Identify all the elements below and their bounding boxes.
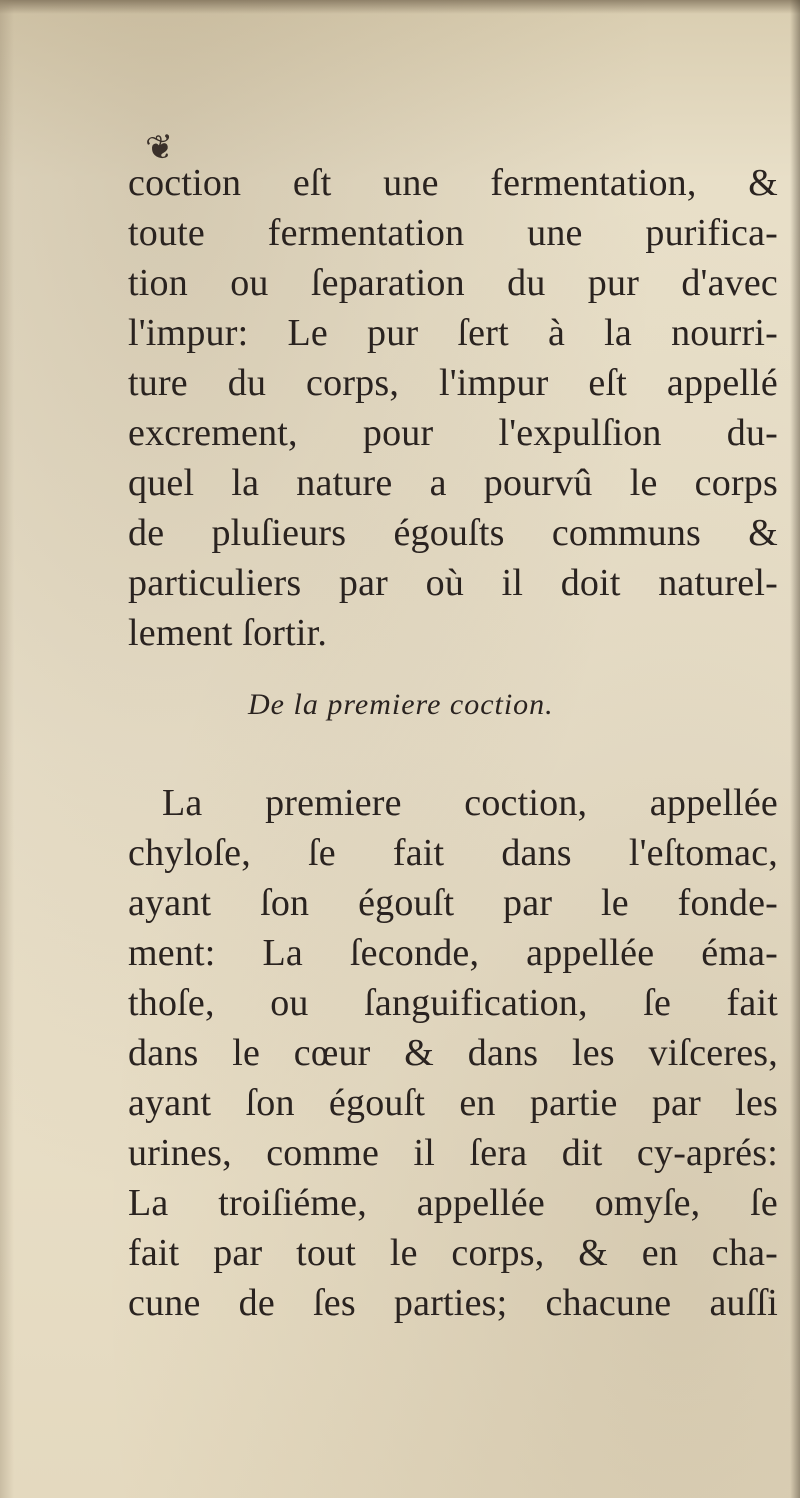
text-line: cune de ſes parties; chacune auſſi bbox=[128, 1282, 778, 1324]
page-right-shadow bbox=[790, 0, 800, 1498]
text-line: ayant ſon égouſt par le fonde- bbox=[128, 882, 778, 924]
paragraph-1 bbox=[128, 158, 778, 658]
text-line: lement ſortir. bbox=[128, 612, 328, 654]
text-line: dans le cœur & dans les viſceres, bbox=[128, 1032, 778, 1074]
text-line: tion ou ſeparation du pur d'avec bbox=[128, 262, 778, 304]
text-line: La troiſiéme, appellée omyſe, ſe bbox=[128, 1182, 778, 1224]
text-line: La premiere coction, appellée bbox=[162, 782, 778, 824]
printer-ornament-icon: ❦ bbox=[143, 128, 178, 169]
text-line: ture du corps, l'impur eſt appellé bbox=[128, 362, 778, 404]
text-line: coction eſt une fermentation, & bbox=[128, 162, 778, 204]
text-line: thoſe, ou ſanguification, ſe fait bbox=[128, 982, 778, 1024]
text-line: particuliers par où il doit naturel- bbox=[128, 562, 778, 604]
page-top-shadow bbox=[0, 0, 800, 14]
text-line: toute fermentation une purifica- bbox=[128, 212, 778, 254]
text-line: l'impur: Le pur ſert à la nourri- bbox=[128, 312, 778, 354]
text-line: quel la nature a pourvû le corps bbox=[128, 462, 778, 504]
text-line: fait par tout le corps, & en cha- bbox=[128, 1232, 778, 1274]
paragraph-2 bbox=[128, 778, 778, 1328]
text-line: urines, comme il ſera dit cy-aprés: bbox=[128, 1132, 778, 1174]
text-line: ment: La ſeconde, appellée éma- bbox=[128, 932, 778, 974]
text-line: chyloſe, ſe fait dans l'eſtomac, bbox=[128, 832, 778, 874]
text-line: ayant ſon égouſt en partie par les bbox=[128, 1082, 778, 1124]
text-line: excrement, pour l'expulſion du- bbox=[128, 412, 778, 454]
text-line: de pluſieurs égouſts communs & bbox=[128, 512, 778, 554]
section-heading: De la premiere coction. bbox=[248, 688, 554, 721]
page-left-shadow bbox=[0, 0, 14, 1498]
